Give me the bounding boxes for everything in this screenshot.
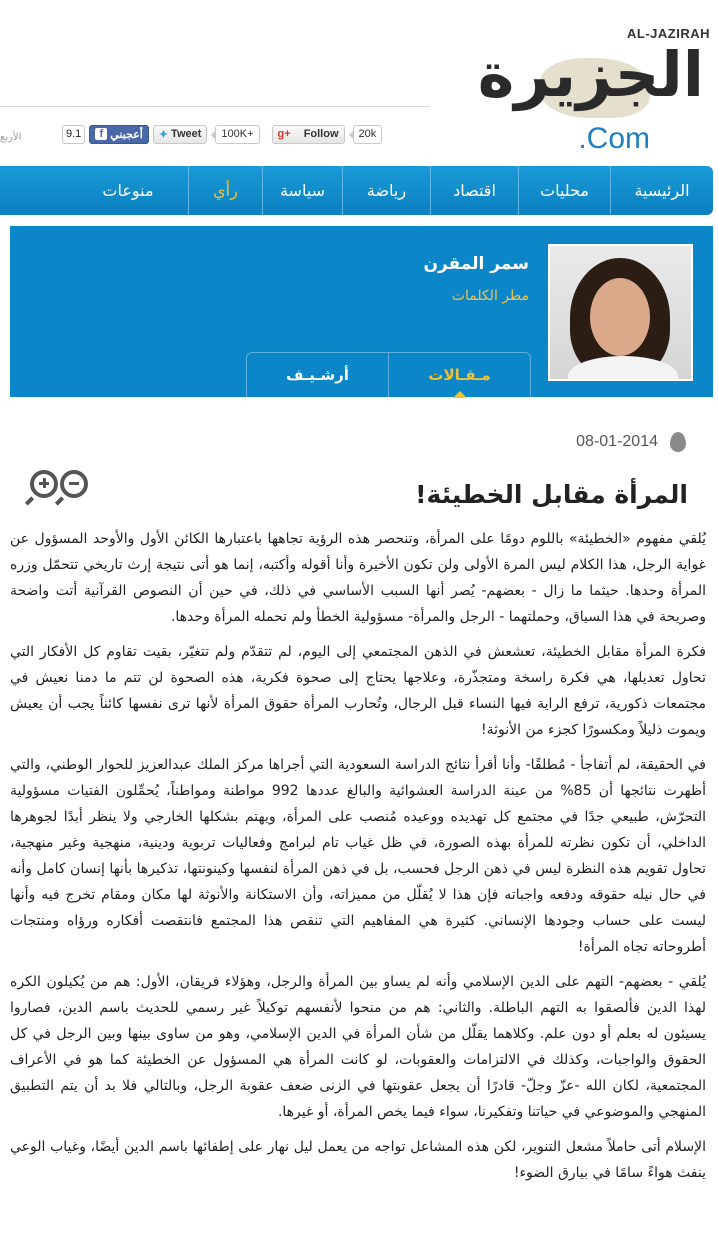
tab-archive[interactable]: أرشـيـف <box>247 353 389 397</box>
writer-photo <box>548 244 693 381</box>
facebook-like-button[interactable] <box>89 125 149 144</box>
google-plus-icon: g+ <box>277 128 291 140</box>
logo-dotcom-text: .Com <box>578 122 650 155</box>
zoom-out-icon[interactable] <box>60 470 88 498</box>
tweet-count: 100K+ <box>215 125 259 144</box>
nav-item-local[interactable]: محليات <box>518 166 610 215</box>
follow-label: Follow <box>303 128 339 140</box>
facebook-like-label: أعجبني <box>110 128 143 141</box>
tweet-button[interactable] <box>153 125 208 144</box>
twitter-bird-icon: ✦ <box>158 128 169 141</box>
tab-articles[interactable]: مـقـالات <box>389 353 530 397</box>
article-paragraph: في الحقيقة، لم أتفاجأ - مُطلقًا- وأنا أقرأ نتائج الدراسة السعودية التي أجراها مركز الملك عبدالعزيز للحوار الوطني، والتي أظهرت نتائجها أن 85% من عينة الدراسة العشوائية والبالغ عددها 992 مواطنة ومواطناً، يُحمِّلون الفتيات مسؤولية التحرّش، طبيعي جدًا في مجتمع كل تهديده ووعيده مُنصب على المرأة، ويهتم بشكلها الخارجي ولا ينظر أبدًا لجوهرها الداخلي، أن تكون نظرته للمرأة بهذه الصورة، في ظل غياب تام لبرامج وفعاليات تربوية ودينية، منهجية وغير منهجية، تحاول تقويم هذه النظرة ليس في ذهن الرجل فحسب، بل في ذهن المرأة لنفسها وكينونتها، تذكيرها بأنها إنسان كامل وأنه في حال نيله حقوقه ودفعه واجباته فإن هذا لا يُقلّل من مميزاته، وأن الاستكانة والأنوثة لها مكان ومقام تخرج فيه وأنها ليست على حساب وجودها الإنساني. كثيرة هي المفاهيم التي تنقص هذا المجتمع فانتقصت أفكاره ورؤاه ومنتجات أطروحاته تجاه المرأة! <box>10 757 706 955</box>
facebook-icon: f <box>95 128 107 140</box>
nav-item-misc[interactable]: منوعات <box>102 181 154 200</box>
text-zoom-controls <box>30 470 88 498</box>
follow-count: 20k <box>353 125 383 144</box>
google-plus-follow-button[interactable] <box>272 125 345 144</box>
article-paragraph: يُلقي - بعضهم- التهم على الدين الإسلامي وأنه لم يساو بين المرأة والرجل، وهؤلاء فريقان، الأول: هم من يُكيلون الكره لهذا الدين فألصقوا به التهم الباطلة. والثاني: هم من منحوا لأنفسهم توكيلاً غير رسمي للحديث باسم الدين، فصاروا يسيئون له بعلم أو دون علم. وكلاهما يقلّل من شأن المرأة في الدين الإسلامي، وهو من ساوى بينها وبين الرجل في كل الحقوق والواجبات، وكذلك في الالتزامات والعقوبات، لو كانت المرأة هي المسؤول عن الخطيئة كما هو في الأعراف المجتمعية، لكان الله -عزّ وجلّ- قادرًا أن يجعل عقوبتها في الزنى ضعف عقوبة الرجل، وبالتالي فلا بد أن يتم التطبيق المنهجي والموضوعي في حياتنا وتفكيرنا، سواء فيما يخص المرأة، أو غيرها. <box>10 974 706 1120</box>
nav-item-opinion[interactable]: رأي <box>188 166 262 215</box>
fire-icon <box>670 432 686 452</box>
nav-item-politics[interactable]: سياسة <box>262 166 342 215</box>
header-divider <box>0 106 430 107</box>
writer-tabs <box>246 352 531 397</box>
nav-item-economy[interactable]: اقتصاد <box>430 166 518 215</box>
article-body <box>10 526 706 1195</box>
site-header <box>0 0 718 160</box>
writer-banner <box>10 226 713 397</box>
article-paragraph: فكرة المرأة مقابل الخطيئة، تعشعش في الذهن المجتمعي إلى اليوم، لم تتقدّم ولم تتغيّر، بقيت تقاوم كل الأفكار التي تحاول تعديلها، هي فكرة راسخة ومتجذّرة، وعلاجها يحتاج إلى صحوة فكرية، هذه الصحوة لن تتم ما دمنا نعيش في مجتمعات ذكورية، ترفع الراية فيها النساء قبل الرجال، وتُحارب المرأة حقوق المرأة لأنها ترى نفسها كائناً يجب أن يعيش ويموت ذليلاً ومكسورًا كجزء من الأنوثة! <box>10 644 706 738</box>
zoom-in-icon[interactable] <box>30 470 58 498</box>
site-logo[interactable] <box>450 26 710 154</box>
main-nav <box>0 166 713 215</box>
article-paragraph: يُلقي مفهوم «الخطيئة» باللوم دومًا على المرأة، وتنحصر هذه الرؤية تجاهها باعتبارها الكائن الأول والأوحد المسؤول عن غواية الرجل، هذا الكلام ليس المرة الأولى ولن تكون الأخيرة وأنا أقوله وأكتبه، إنما هو أتى نتيجة إرث تاريخي تتحمّل وزره المرأة وحدها. حيثما ما زال - بعضهم- يُصر أنها السبب الأساسي في ذلك، في حين أن النصوص القرآنية أتت واضحة وصريحة في هذا السياق، وحملتهما - الرجل والمرأة- مسؤولية الخطأ ولم تحمله المرأة وحدها. <box>10 531 706 625</box>
nav-item-home[interactable]: الرئيسية <box>610 166 713 215</box>
article-title: المرأة مقابل الخطيئة! <box>415 480 688 509</box>
nav-item-sports[interactable]: رياضة <box>342 166 430 215</box>
like-count: 9.1 <box>62 125 85 144</box>
writer-name[interactable]: سمر المقرن <box>423 254 529 274</box>
logo-arabic-text: الجزيرة <box>477 38 704 111</box>
header-date: الأربع <box>0 132 22 143</box>
article-paragraph: الإسلام أتى حاملاً مشعل التنوير، لكن هذه المشاعل تواجه من يعمل ليل نهار على إطفائها باسم الدين أيضًا، وغياب الوعي ينفث هواءً سامًا في بيارق الضوء! <box>10 1139 706 1181</box>
tweet-label: Tweet <box>171 128 202 140</box>
social-share-bar <box>62 124 382 144</box>
logo-latin-text: AL-JAZIRAH <box>627 26 710 41</box>
article-meta <box>576 432 686 452</box>
column-name: مطر الكلمات <box>451 288 529 304</box>
article-date: 08-01-2014 <box>576 433 658 450</box>
